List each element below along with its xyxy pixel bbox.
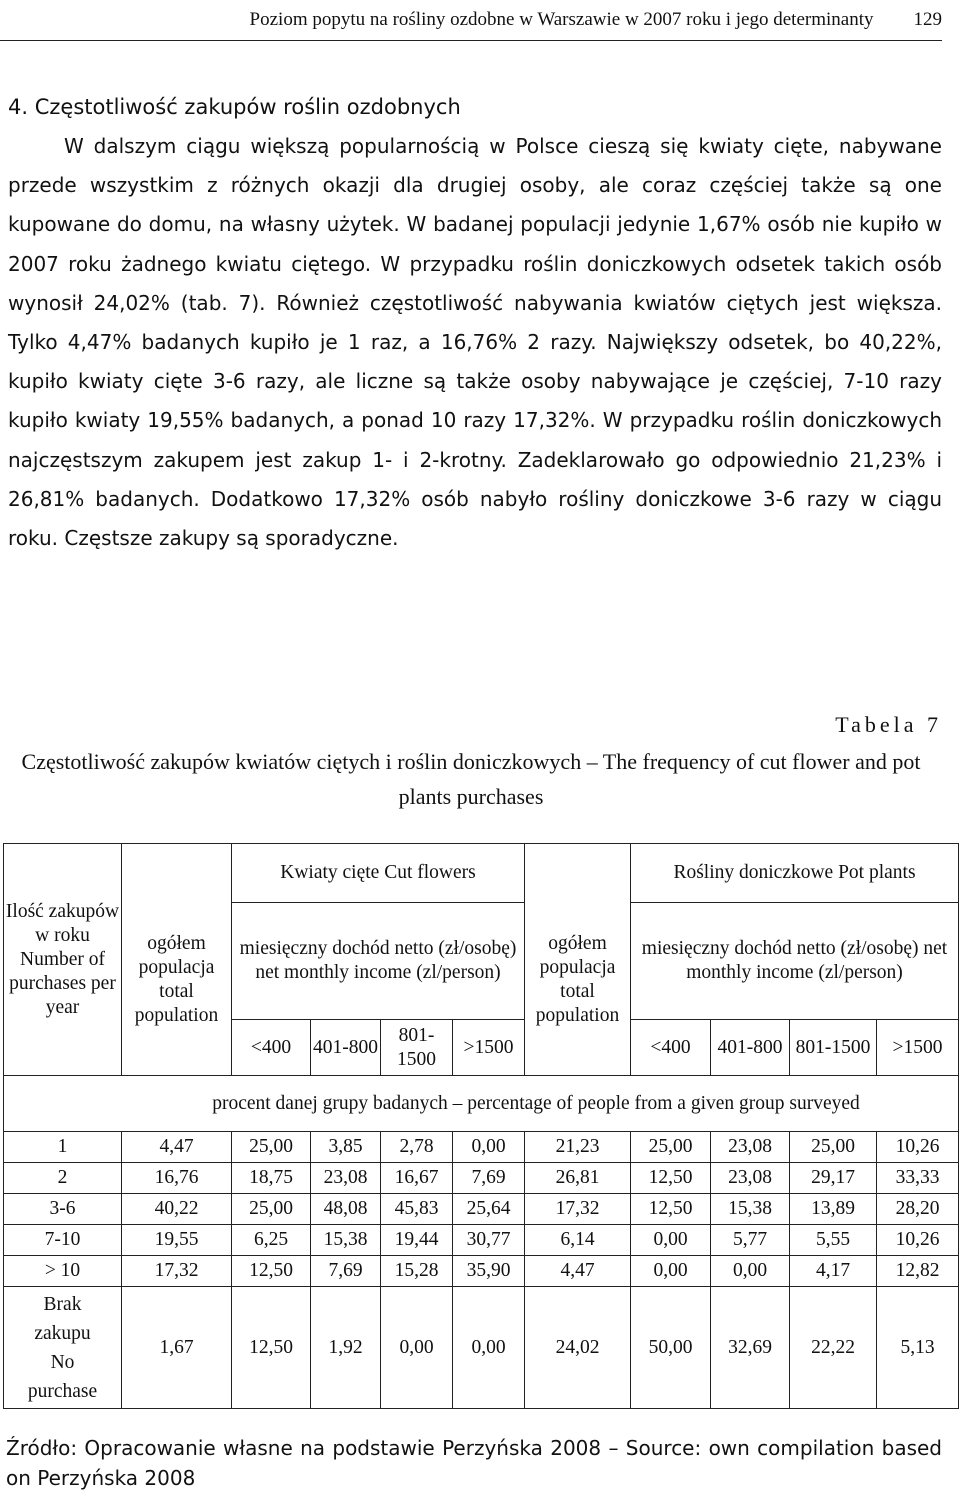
table-row <box>4 1256 959 1287</box>
section-heading: 4. Częstotliwość zakupów roślin ozdobnych <box>8 95 461 119</box>
table-row <box>4 1287 959 1409</box>
cell: 19,55 <box>122 1225 232 1256</box>
header-purchase-count: Ilość zakupów w roku Number of purchases per year <box>4 844 122 1076</box>
cell: 12,50 <box>631 1194 711 1225</box>
cell: 7,69 <box>453 1163 525 1194</box>
cell: 17,32 <box>122 1256 232 1287</box>
cell: 10,26 <box>877 1225 959 1256</box>
header-cut-total: ogółem populacja total population <box>122 844 232 1076</box>
cell: 4,47 <box>525 1256 631 1287</box>
cell: 24,02 <box>525 1287 631 1409</box>
cell: 23,08 <box>711 1163 790 1194</box>
cell: 25,00 <box>631 1132 711 1163</box>
cell: 10,26 <box>877 1132 959 1163</box>
running-head-title: Poziom popytu na rośliny ozdobne w Warszawie w 2007 roku i jego determinanty <box>249 9 874 30</box>
table-body <box>4 1132 959 1409</box>
cell: 21,23 <box>525 1132 631 1163</box>
cell: 13,89 <box>790 1194 877 1225</box>
bracket-cell: >1500 <box>877 1020 959 1076</box>
cell: 33,33 <box>877 1163 959 1194</box>
cell: 23,08 <box>711 1132 790 1163</box>
cell: 22,22 <box>790 1287 877 1409</box>
cell: 12,50 <box>232 1287 311 1409</box>
running-head <box>0 0 942 40</box>
row-label: 2 <box>4 1163 122 1194</box>
cell: 15,38 <box>711 1194 790 1225</box>
header-pot-total: ogółem populacja total population <box>525 844 631 1076</box>
header-pot-plants: Rośliny doniczkowe Pot plants <box>631 844 959 903</box>
cell: 15,28 <box>381 1256 453 1287</box>
cell: 15,38 <box>311 1225 381 1256</box>
cell: 12,82 <box>877 1256 959 1287</box>
cell: 23,08 <box>311 1163 381 1194</box>
cell: 1,92 <box>311 1287 381 1409</box>
cell: 12,50 <box>631 1163 711 1194</box>
table-row <box>4 1132 959 1163</box>
cell: 5,55 <box>790 1225 877 1256</box>
cell: 26,81 <box>525 1163 631 1194</box>
cell: 16,76 <box>122 1163 232 1194</box>
row-label: 7-10 <box>4 1225 122 1256</box>
header-row-percent-note <box>4 1076 959 1132</box>
cell: 28,20 <box>877 1194 959 1225</box>
bracket-cell: <400 <box>631 1020 711 1076</box>
cell: 4,17 <box>790 1256 877 1287</box>
table-row <box>4 1225 959 1256</box>
bracket-cell: 401-800 <box>711 1020 790 1076</box>
percent-note: procent danej grupy badanych – percentage of people from a given group surveyed <box>4 1076 959 1132</box>
cell: 48,08 <box>311 1194 381 1225</box>
row-label: > 10 <box>4 1256 122 1287</box>
header-cut-income: miesięczny dochód netto (zł/osobę) net monthly income (zl/person) <box>232 903 525 1020</box>
cell: 16,67 <box>381 1163 453 1194</box>
header-cut-flowers: Kwiaty cięte Cut flowers <box>232 844 525 903</box>
body-paragraph: W dalszym ciągu większą popularnością w Polsce cieszą się kwiaty cięte, nabywane przede wszystkim z różnych okazji dla drugiej osoby, ale coraz częściej także są one kupowane do domu, na własny użytek. W badanej populacji jedynie 1,67% osób nie kupiło w 2007 roku żadnego kwiatu ciętego. W przypadku roślin doniczkowych odsetek takich osób wynosił 24,02% (tab. 7). Również częstotliwość nabywania kwiatów ciętych jest większa. Tylko 4,47% badanych kupiło je 1 raz, a 16,76% 2 razy. Największy odsetek, bo 40,22%, kupiło kwiaty cięte 3-6 razy, ale liczne są także osoby nabywające je częściej, 7-10 razy kupiło kwiaty 19,55% badanych, a ponad 10 razy 17,32%. W przypadku roślin doniczkowych najczęstszym zakupem jest zakup 1- i 2-krotny. Zadeklarowało go odpowiednio 21,23% i 26,81% badanych. Dodatkowo 17,32% osób nabyło rośliny doniczkowe 3-6 razy w ciągu roku. Częstsze zakupy są sporadyczne. <box>8 134 942 551</box>
cell: 0,00 <box>381 1287 453 1409</box>
page-number: 129 <box>913 9 942 30</box>
cell: 25,00 <box>790 1132 877 1163</box>
bracket-cell: 801-1500 <box>790 1020 877 1076</box>
cell: 0,00 <box>631 1225 711 1256</box>
cell: 30,77 <box>453 1225 525 1256</box>
cell: 25,00 <box>232 1194 311 1225</box>
header-pot-income: miesięczny dochód netto (zł/osobę) net monthly income (zl/person) <box>631 903 959 1020</box>
table-row <box>4 1194 959 1225</box>
cell: 25,00 <box>232 1132 311 1163</box>
cell: 3,85 <box>311 1132 381 1163</box>
bracket-cell: <400 <box>232 1020 311 1076</box>
cell: 0,00 <box>453 1132 525 1163</box>
table-source-note: Źródło: Opracowanie własne na podstawie Perzyńska 2008 – Source: own compilation based on Perzyńska 2008 <box>6 1436 942 1490</box>
cell: 12,50 <box>232 1256 311 1287</box>
cell: 4,47 <box>122 1132 232 1163</box>
cell: 18,75 <box>232 1163 311 1194</box>
cell: 45,83 <box>381 1194 453 1225</box>
frequency-table <box>3 843 959 1409</box>
row-label: Brak zakupu No purchase <box>4 1287 122 1409</box>
cell: 1,67 <box>122 1287 232 1409</box>
cell: 7,69 <box>311 1256 381 1287</box>
cell: 0,00 <box>453 1287 525 1409</box>
cell: 40,22 <box>122 1194 232 1225</box>
cell: 29,17 <box>790 1163 877 1194</box>
cell: 5,77 <box>711 1225 790 1256</box>
row-label: 1 <box>4 1132 122 1163</box>
cell: 50,00 <box>631 1287 711 1409</box>
bracket-cell: 401-800 <box>311 1020 381 1076</box>
cell: 25,64 <box>453 1194 525 1225</box>
table-row <box>4 1163 959 1194</box>
bracket-cell: 801-1500 <box>381 1020 453 1076</box>
cell: 0,00 <box>631 1256 711 1287</box>
cell: 6,14 <box>525 1225 631 1256</box>
cell: 5,13 <box>877 1287 959 1409</box>
cell: 2,78 <box>381 1132 453 1163</box>
cell: 6,25 <box>232 1225 311 1256</box>
table-label: Tabela 7 <box>835 712 942 737</box>
row-label: 3-6 <box>4 1194 122 1225</box>
cell: 32,69 <box>711 1287 790 1409</box>
header-rule <box>0 40 942 41</box>
cell: 17,32 <box>525 1194 631 1225</box>
cell: 35,90 <box>453 1256 525 1287</box>
header-row-groups <box>4 844 959 903</box>
bracket-cell: >1500 <box>453 1020 525 1076</box>
cell: 0,00 <box>711 1256 790 1287</box>
cell: 19,44 <box>381 1225 453 1256</box>
table-caption: Częstotliwość zakupów kwiatów ciętych i roślin doniczkowych – The frequency of cut flower and pot plants purchases <box>21 749 921 809</box>
